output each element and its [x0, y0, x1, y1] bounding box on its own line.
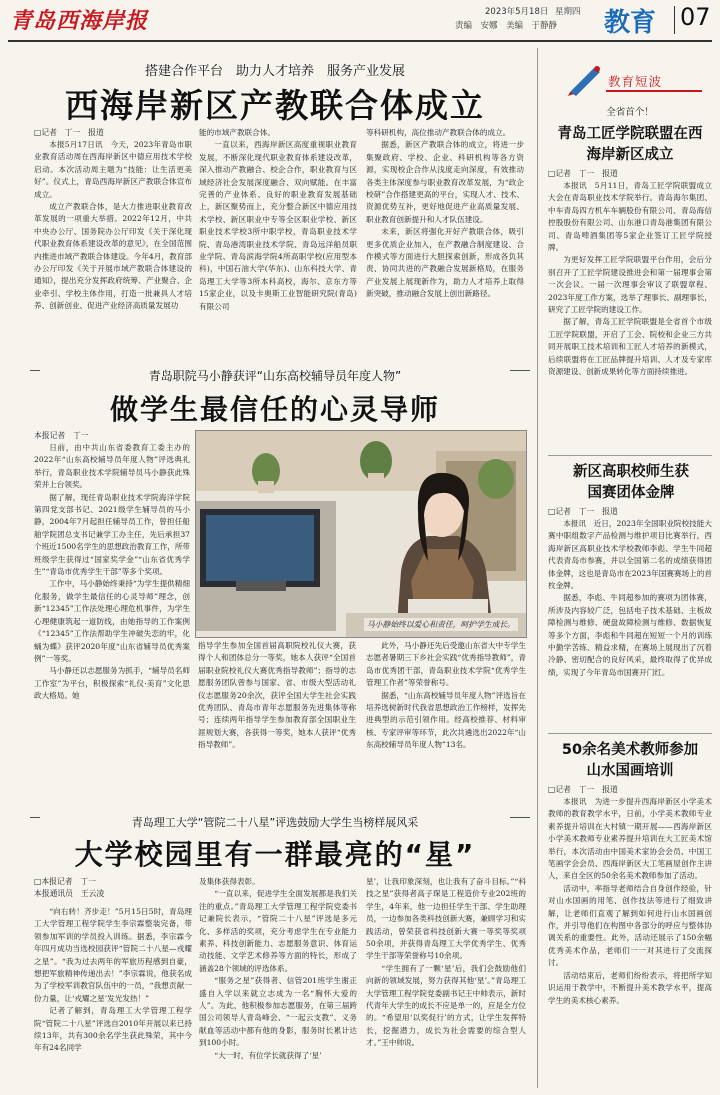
paragraph: 一直以来，西海岸新区高度重视职业教育发展，不断深化现代职业教育体系建设改革，深入推动产教融合、校企合作，职业教育与区域经济社会发展深度融合、双向赋能。在丰富完善的产业体系、良好的职业教育发展基础上，新区聚势而上，充分整合新区中德应用技术学校、新区职业中专等全区职业学校、新区职业技术学校3所中职学校，青岛职业技术学院、青岛港湾职业技术学院、青岛远洋船员职业学院、青岛滨海学院4所高职学校(应用型本科)，中国石油大学(华东)、山东科技大学、青岛理工大学等3所本科高校，海尔、京东方等15家企业，以及卡奥斯工业智能研究院(青岛)有限公司	[199, 140, 357, 311]
sidebar-item-3-body	[548, 784, 712, 1092]
sidebar-item-1-headline: 青岛工匠学院联盟在西海岸新区成立	[557, 126, 703, 163]
paragraph: 及集体获得表彰。	[199, 877, 260, 886]
sidebar-item-2-headline: 新区高职校师生获国赛团体金牌	[573, 464, 689, 501]
paragraph: 活动结束后，老师们纷纷表示，将把所学知识运用于教学中，不断提升美术教学水平，提高学生的美术核心素养。	[548, 970, 712, 1005]
sidebar-item-3-byline: □记者 丁一 报道	[548, 785, 618, 794]
sidebar-divider	[537, 48, 538, 1088]
paragraph: “学生拥有了一颗‘星’后，我们会鼓励他们向新的领域发展，努力获得其他‘星’。”青岛理工大学管理工程学院党委副书记王中帅表示，新时代青年大学生的成长不应是单一的，应是全方位的。“希望用‘以奖促行’的方式，让学生发挥特长，挖掘潜力，成长为社会需要的综合型人才。”王中帅说。	[366, 963, 526, 1048]
article1-column-1	[34, 127, 192, 313]
article3-byline: 本报通讯员 王云凌	[34, 889, 105, 898]
paragraph: 星’，让我印象深刻，也让我有了奋斗目标。”“科技之星”获得者高子琛是工程造价专业202班的学生，4年来，他一边担任学生干部、学生助理员，一边参加各类科技创新大赛，兼顾学习和实践活动，曾荣获省科技创新大赛一等奖等奖项50余项，并获得青岛理工大学优秀学生、优秀学生干部等荣誉称号10余项。	[366, 877, 526, 961]
paragraph: 成立产教联合体，是大力推进职业教育改革发展的一项重大举措。2022年12月，中共中央办公厅、国务院办公厅印发《关于深化现代职业教育体系建设改革的意见》，在全国范围内推进市域产教联合体建设。今年4月，教育部办公厅印发《关于开展市域产教联合体建设的通知》，提出充分发挥政府统筹、产业聚合、企业牵引、学校主体作用，打造一批兼具人才培养、创新创业、促进产业经济高质量发展功	[34, 202, 192, 311]
paragraph: 本报讯 近日，2023年全国职业院校技能大赛中职组数字产品检测与维护项目比赛举行，西海岸新区高职业技术学校教师李彪、学生牛同超代表青岛市参赛，并以全国第二名的成绩获得团体金牌，这也是青岛市在2023年国赛赛场上的首枚金牌。	[548, 519, 712, 591]
masthead-rule	[8, 40, 712, 42]
article2-kicker: 青岛职院马小静获评“山东高校辅导员年度人物”	[40, 367, 510, 384]
paragraph: 本报讯 5月11日，青岛工匠学院联盟成立大会在青岛职业技术学院举行。青岛海尔集团、中车青岛四方机车车辆股份有限公司、青岛海信控股股份有限公司、山东港口青岛港集团有限公司、青岛啤酒集团等5家企业签订工匠学院授牌。	[548, 181, 712, 253]
sidebar-item-3-headline: 50余名美术教师参加山水国画培训	[561, 742, 699, 779]
paragraph: 马小静还以志愿服务为抓手，“辅导员名师工作室”为平台，积极探索“礼仪·美育”文化思政大格局。她	[34, 666, 190, 701]
pen-icon	[564, 62, 604, 96]
article2-photo	[195, 430, 527, 638]
sidebar-title-underline	[606, 90, 702, 92]
article3-byline: □本报记者 丁一	[34, 877, 96, 886]
paragraph: 据悉，“山东高校辅导员年度人物”评选旨在培养选树新时代我省思想政治工作榜样，发挥先进典型的示范引领作用。经高校推荐、材料审核、专家评审等环节，此次共遴选出2022年“山东高校辅导员年度人物”13名。	[366, 690, 526, 750]
article1-byline: □记者 丁一 报道	[34, 128, 104, 137]
paragraph: 记者了解到，青岛理工大学管理工程学院“管院二十八星”评选自2010年开展以来已持续13年，共有300余名学生获此殊荣，其中今年有24名同学	[34, 1006, 192, 1053]
article1-kicker: 搭建合作平台 助力人才培养 服务产业发展	[144, 64, 405, 79]
paragraph: 据悉，李彪、牛同超参加的赛项为团体赛，所涉及内容较广泛，包括电子技术基础、主板故障检测与维修、硬盘故障检测与维修、数据恢复等多个方面，李彪和牛同超在短短一个月的训练中勤学苦练、精益求精，在赛场上展现出了沉着冷静、密切配合的良好风采，最终取得了优异成绩，实现了今年青岛市国赛开门红。	[548, 593, 712, 677]
article1-column-3	[366, 127, 524, 301]
masthead	[0, 0, 720, 40]
issue-date: 2023年5月18日	[485, 7, 549, 17]
paragraph: 据了解，现任青岛职业技术学院海洋学院第四党支部书记、2021级学生辅导员的马小静，2004年7月起担任辅导员工作，曾担任船舶学院团总支书记兼学工办主任，先后承担37个班近1500名学生的思想政治教育工作，所带班级学生获得过“国家奖学金”“山东省优秀学生”“青岛市优秀学生干部”等多个奖项。	[34, 492, 191, 577]
article2-headline: 做学生最信任的心灵导师	[109, 393, 440, 426]
issue-weekday: 星期四	[555, 7, 581, 17]
paragraph: “向右转！齐步走！”5月15日5时，青岛理工大学管理工程学院学生李宗霖整装完备，带领参加军训的学员投入训练。据悉，李宗霖今年四月成功当选校园获评“管院二十八星—戎耀之星”。“我为过去两年的军旅历程感到自豪，想把军旅精神传递出去！”李宗霖说，他获名成为了学校军训教官队伍中的一员，“我想贡献一份力量，让‘戎耀之星’发光发热！”	[34, 907, 192, 1003]
paragraph: “大一时，有位学长就获得了‘星’	[214, 1050, 322, 1060]
paragraph: 指导学生参加全国首届高职院校礼仪大赛，获得个人和团体总分一等奖，她本人获评“全国首届职业院校礼仪大赛优秀指导教师”；指导的志愿服务团队曾参与国家、省、市级大型活动礼仪志愿服务20余次，获评全国大学生社会实践优秀团队、青岛市青年志愿服务先进集体等称号；连续两年指导学生参加教育部全国职业生涯规划大赛，各获得一等奖，她本人获评“优秀指导教师”。	[198, 641, 356, 750]
paragraph: 未来，新区将强化开好产教联合体，吸引更多优质企业加入，在产教融合制度建设、合作模式等方面进行大胆探索创新，形成各负其责、协同共进的产教融合发展新格局，在服务产业发展上展现新作为，助力人才培养上取得新突破，推动融合发展上创出新路径。	[366, 227, 524, 299]
section-divider	[674, 6, 675, 34]
photo-illustration	[196, 431, 527, 638]
paragraph: 日前，由中共山东省委教育工委主办的2022年“山东高校辅导员年度人物”评选典礼举行，青岛职业技术学院辅导员马小静获此殊荣并上台领奖。	[34, 443, 190, 490]
article2-column-1	[34, 430, 190, 703]
sidebar-divider-1	[548, 455, 712, 456]
article2-column-2	[198, 640, 356, 752]
sidebar-divider-2	[548, 733, 712, 734]
paragraph: 据了解，青岛工匠学院联盟是全省首个市级工匠学院联盟，开启了工会、院校和企业三方共同开展职工技术培训和工匠人才培养的新模式，后续联盟将在工匠品牌提升培训、人才及专家库资源建设、创新成果转化等方面持续推进。	[548, 317, 712, 377]
sidebar-item-2-body	[548, 506, 712, 679]
article1-headline: 西海岸新区产教联合体成立	[65, 86, 485, 125]
paragraph: 本报讯 为进一步提升西海岸新区小学美术教师的教育教学水平，日前，小学美术教师专业素养提升培训在大村镇一期开展——西海岸新区小学美术教师专业素养提升培训在大工匠美术馆举行，本次活动由中国美术家协会会员、中国工笔画学会会员、西海岸新区大工笔画屋创作主讲人，来自全区的50余名美术教师参加了活动。	[548, 797, 712, 881]
sidebar-title: 教育短波	[608, 74, 663, 89]
section-name: 教育	[604, 8, 657, 38]
article3-column-2	[199, 876, 357, 1062]
page-number: 07	[680, 3, 711, 31]
sidebar-header	[548, 62, 712, 96]
paragraph: 据悉，新区产教联合体的成立，将进一步集聚政府、学校、企业、科研机构等各方资源，实现校企合作从浅度走向深度，有效推动各类主体深度参与职业教育改革发展，为“政企校研”合作搭建更高的平台，实现人才、技术、资源优势互补，更好地促进产业高质量发展、职业教育创新提升和人才队伍建设。	[366, 140, 524, 224]
paragraph: 本报5月17日讯 今天，2023年青岛市职业教育活动周在西海岸新区中德应用技术学校启动。本次活动周主题为“技能：让生活更美好”。仪式上，青岛西海岸新区产教联合体宣布成立。	[34, 140, 192, 199]
article3-headline: 大学校园里有一群最亮的“星”	[74, 838, 476, 871]
sidebar-item-2-byline: □记者 丁一 报道	[548, 507, 618, 516]
paragraph: “服务之星”获得者、信管201班学生谢正盛自入学以来就立志成为一名“胸怀大爱的人”。为此，他积极参加志愿服务，在第三届跨国公司领导人青岛峰会、“一起云支教”、义务献血等活动中都有他的身影，服务时长累计达到100小时。	[199, 976, 357, 1048]
paragraph: 工作中，马小静始终秉持“为学生提供精细化服务，做学生最信任的心灵导师”理念，创新“12345”工作法处理心理危机事件，为学生心理健康筑起一道防线，由她指导的工作案例《“12345”工作法帮助学生冲破失恋的牢，化蛹为蝶》获评2020年度“山东省辅导员优秀案例”一等奖。	[34, 579, 190, 663]
paper-name-logo: 青岛西海岸报	[10, 8, 149, 34]
article3-kicker: 青岛理工大学“管院二十八星”评选鼓励大学生当榜样展风采	[40, 814, 510, 830]
sidebar-item-1-body	[548, 168, 712, 379]
sidebar-tag: 全省首个！	[606, 107, 654, 118]
article2-byline: 本报记者 丁一	[34, 431, 89, 440]
article3-column-1	[34, 876, 192, 1055]
article3-column-3	[366, 876, 526, 1050]
article2-column-3	[366, 640, 526, 752]
paragraph: 此外，马小静还先后受邀山东省大中专学生志愿者暑期三下乡社会实践“优秀指导教师”，青岛市优秀团干部，青岛职业技术学院“优秀学生管理工作者”等荣誉称号。	[366, 641, 526, 688]
article1-column-2	[199, 127, 357, 313]
paragraph: 能的市域产教联合体。	[199, 128, 275, 137]
photo-caption: 马小静始终以爱心和责任，呵护学生成长。	[364, 618, 518, 631]
paragraph: 为更好发挥工匠学院联盟平台作用，会后分别召开了工匠学院建设推进会和第一届理事会第一次会议。一届一次理事会审议了联盟章程、2023年度工作方案，选举了理事长、副理事长，研究了工匠学院的建设工作。	[548, 255, 712, 315]
paragraph: “一直以来，促进学生全面发展都是我们关注的重点。”青岛理工大学管理工程学院党委书记兼院长表示，“管院二十八星”评选是多元化、多样活的奖项，充分考虑学生在专业能力素养、科技创新能力、志愿服务意识、体育运动技能、文学艺术修养等方面的特长，形成了涵盖28个领域的评选体系。	[199, 889, 357, 973]
paragraph: 活动中，率指导老师结合自身创作经验，针对山水国画的用笔、创作技法等进行了细致讲解，让老师们直观了解到如何进行山水国画创作，并引导他们在构图中各部分的呼应与整体协调关系的重要性。此外，活动还展示了150余幅优秀美术作品，老师们一一对其进行了交流探讨。	[548, 883, 712, 968]
editor-line: 责编 安娜 美编 于静静	[455, 21, 558, 31]
paragraph: 等科研机构，高位推动产教联合体的成立。	[366, 128, 511, 137]
sidebar-item-1-byline: □记者 丁一 报道	[548, 169, 618, 178]
